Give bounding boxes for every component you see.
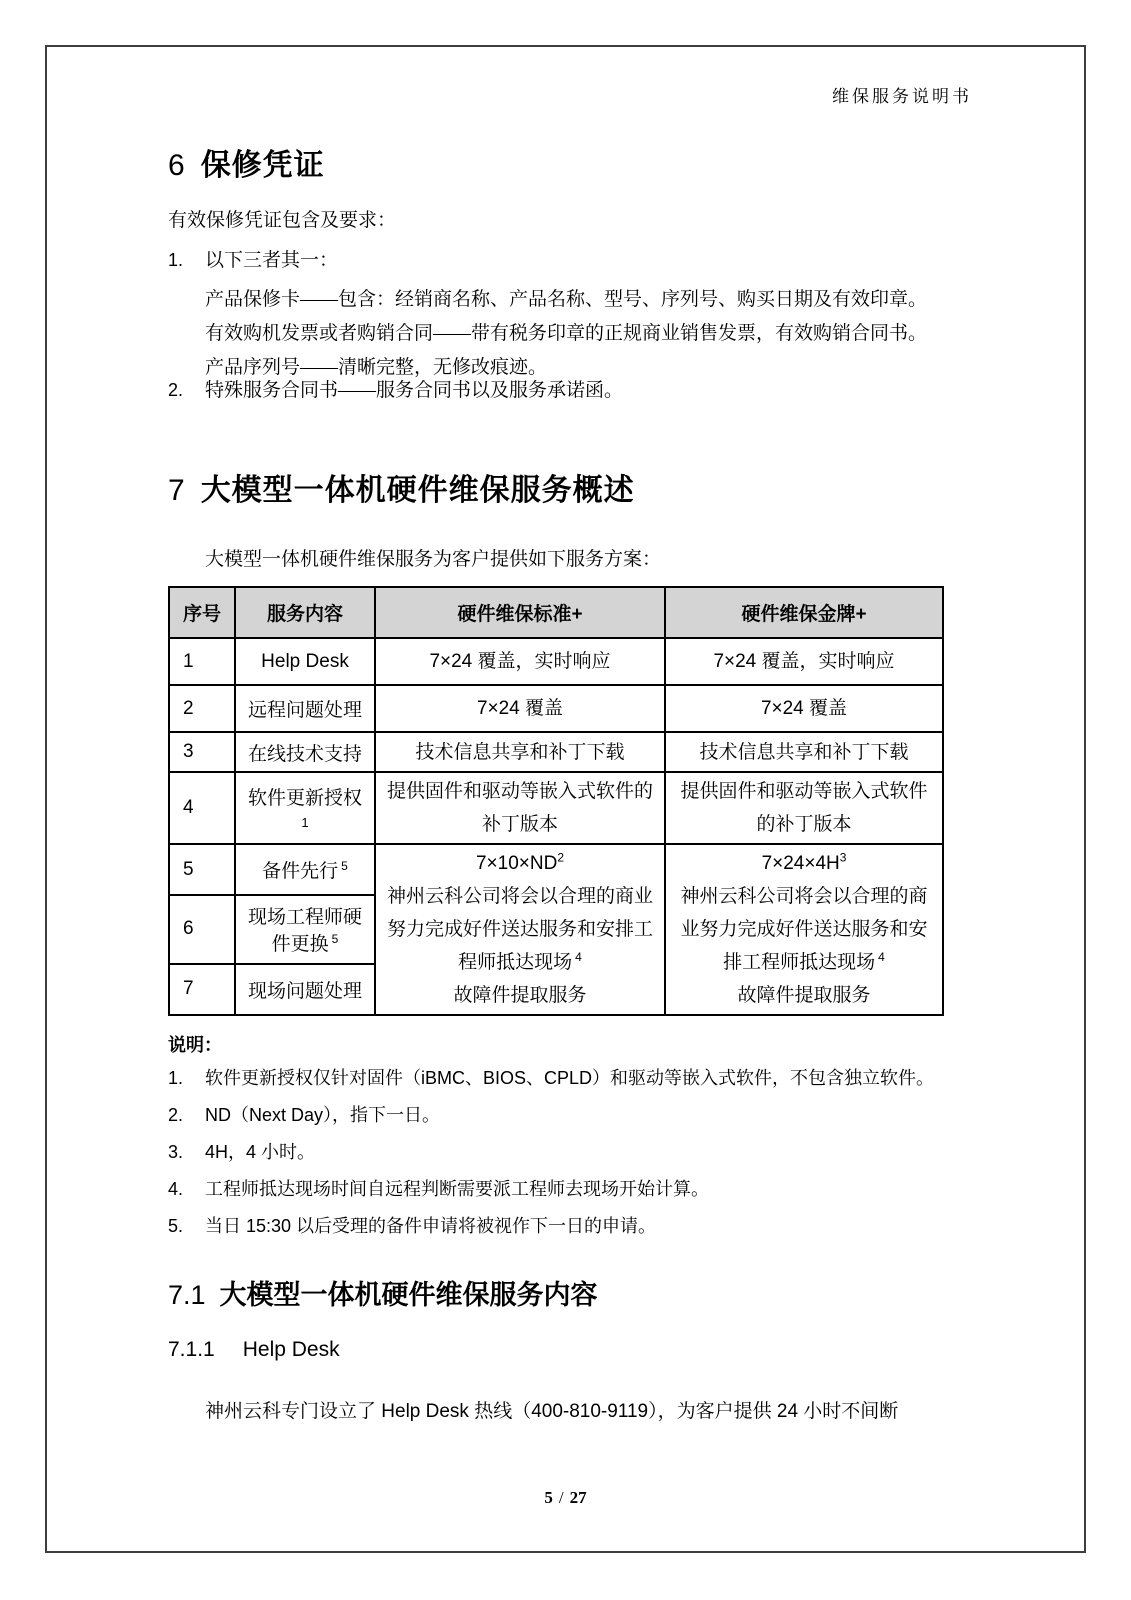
page-number bbox=[47, 1488, 1084, 1508]
section-6-title: 保修凭证 bbox=[200, 149, 325, 182]
service-label: 现场工程师硬件更换 bbox=[247, 907, 362, 956]
table-cell-no: 6 bbox=[169, 895, 235, 964]
table-cell-gold: 提供固件和驱动等嵌入式软件的补丁版本 bbox=[665, 772, 943, 844]
warranty-intro: 有效保修凭证包含及要求： bbox=[168, 210, 397, 231]
table-row bbox=[169, 844, 943, 895]
sla-line: $7\times 10\times ND^2$ bbox=[475, 850, 565, 874]
table-cell-no: 4 bbox=[169, 772, 235, 844]
list-item-2-number: 2. bbox=[168, 380, 184, 400]
list-item-1 bbox=[168, 245, 338, 272]
table-cell-gold: 7×24 覆盖，实时响应 bbox=[665, 638, 943, 685]
sla-description: 神州云科公司将会以合理的商业努力完成好件送达服务和安排工程师抵达现场 $^4$ bbox=[680, 886, 928, 973]
table-header-cell: 序号 bbox=[169, 587, 235, 638]
sla-line: $7\times 24\times 4H^3$ bbox=[761, 850, 847, 874]
section-7-1-1-title: Help Desk bbox=[242, 1338, 340, 1361]
section-6-number: 6 bbox=[168, 149, 185, 182]
footnote-ref: 4 bbox=[878, 949, 885, 964]
service-label: 软件更新授权 bbox=[247, 788, 362, 809]
service-label: 备件先行 bbox=[262, 861, 339, 883]
table-cell-standard-merged bbox=[375, 844, 665, 1015]
table-header-row bbox=[169, 587, 943, 638]
table-cell-service: Help Desk bbox=[235, 638, 375, 685]
note-item: 3. 4H，4 小时。 bbox=[168, 1142, 316, 1162]
note-item: 5. 当日 15:30 以后受理的备件申请将被视作下一日的申请。 bbox=[168, 1216, 657, 1236]
sla-description: 神州云科公司将会以合理的商业努力完成好件送达服务和安排工程师抵达现场 $^4$ bbox=[386, 886, 653, 973]
note-item: 4. 工程师抵达现场时间自远程判断需要派工程师去现场开始计算。 bbox=[168, 1179, 709, 1199]
sla-tail: 故障件提取服务 bbox=[453, 985, 587, 1006]
note-item: 1. 软件更新授权仅针对固件（iBMC、BIOS、CPLD）和驱动等嵌入式软件，不包含独立软件。 bbox=[168, 1068, 935, 1088]
list-item-2 bbox=[168, 375, 623, 402]
table-cell-no: 5 bbox=[169, 844, 235, 895]
page-separator: / bbox=[558, 1488, 564, 1507]
list-item-1-number: 1. bbox=[168, 250, 184, 270]
page-total: 27 bbox=[569, 1488, 587, 1507]
table-cell-standard: 技术信息共享和补丁下载 bbox=[375, 732, 665, 772]
table-header-cell: 服务内容 bbox=[235, 587, 375, 638]
table-cell-service bbox=[235, 844, 375, 895]
document-page bbox=[45, 45, 1086, 1553]
table-cell-service: 远程问题处理 bbox=[235, 685, 375, 732]
warranty-detail-paragraph bbox=[205, 283, 965, 385]
table-cell-gold-merged bbox=[665, 844, 943, 1015]
table-cell-standard: 提供固件和驱动等嵌入式软件的补丁版本 bbox=[375, 772, 665, 844]
service-table bbox=[168, 586, 944, 1016]
warranty-detail-line: 有效购机发票或者购销合同——带有税务印章的正规商业销售发票，有效购销合同书。 bbox=[205, 323, 928, 344]
table-header-cell: 硬件维保金牌+ bbox=[665, 587, 943, 638]
table-cell-no: 1 bbox=[169, 638, 235, 685]
section-6-heading bbox=[168, 140, 325, 184]
footnote-ref: 5 bbox=[341, 858, 348, 873]
notes-list bbox=[168, 1067, 968, 1237]
table-cell-gold: 7×24 覆盖 bbox=[665, 685, 943, 732]
list-item-1-text: 以下三者其一： bbox=[205, 250, 339, 271]
table-cell-standard: 7×24 覆盖，实时响应 bbox=[375, 638, 665, 685]
section-7-title: 大模型一体机硬件维保服务概述 bbox=[200, 474, 635, 507]
table-row bbox=[169, 772, 943, 844]
table-cell-no: 7 bbox=[169, 964, 235, 1015]
table-cell-service bbox=[235, 772, 375, 844]
footnote-ref: 3 bbox=[839, 850, 847, 865]
notes-label: 说明： bbox=[168, 1035, 222, 1055]
service-plan-intro: 大模型一体机硬件维保服务为客户提供如下服务方案： bbox=[205, 549, 662, 570]
section-7-1-1-heading bbox=[168, 1338, 340, 1362]
sla-tail: 故障件提取服务 bbox=[737, 985, 871, 1006]
section-7-number: 7 bbox=[168, 474, 185, 507]
page-current: 5 bbox=[544, 1488, 553, 1507]
table-cell-standard: 7×24 覆盖 bbox=[375, 685, 665, 732]
document-header-title: 维保服务说明书 bbox=[832, 87, 972, 106]
footnote-ref: 2 bbox=[557, 850, 565, 865]
table-cell-gold: 技术信息共享和补丁下载 bbox=[665, 732, 943, 772]
footnote-ref: 1 bbox=[301, 815, 309, 830]
table-row bbox=[169, 638, 943, 685]
list-item-2-text: 特殊服务合同书——服务合同书以及服务承诺函。 bbox=[205, 380, 624, 401]
section-7-1-heading bbox=[168, 1273, 598, 1312]
table-header-cell: 硬件维保标准+ bbox=[375, 587, 665, 638]
warranty-detail-line: 产品保修卡——包含：经销商名称、产品名称、型号、序列号、购买日期及有效印章。 bbox=[205, 289, 928, 310]
table-cell-service: 在线技术支持 bbox=[235, 732, 375, 772]
warranty-detail-line: 产品序列号——清晰完整，无修改痕迹。 bbox=[205, 357, 548, 378]
note-item: 2. ND（Next Day），指下一日。 bbox=[168, 1105, 441, 1125]
section-7-1-number: 7.1 bbox=[168, 1280, 206, 1310]
footnote-ref: 5 bbox=[331, 932, 339, 947]
section-7-1-title: 大模型一体机硬件维保服务内容 bbox=[219, 1280, 598, 1310]
section-7-1-1-number: 7.1.1 bbox=[168, 1338, 215, 1361]
table-cell-no: 2 bbox=[169, 685, 235, 732]
table-row bbox=[169, 685, 943, 732]
table-cell-service: 现场问题处理 bbox=[235, 964, 375, 1015]
section-7-heading bbox=[168, 465, 635, 509]
table-cell-no: 3 bbox=[169, 732, 235, 772]
table-row bbox=[169, 732, 943, 772]
footnote-ref: 4 bbox=[575, 949, 582, 964]
helpdesk-paragraph: 神州云科专门设立了 Help Desk 热线（400-810-9119），为客户提供 24 小时不间断 bbox=[205, 1401, 899, 1422]
table-cell-service bbox=[235, 895, 375, 964]
